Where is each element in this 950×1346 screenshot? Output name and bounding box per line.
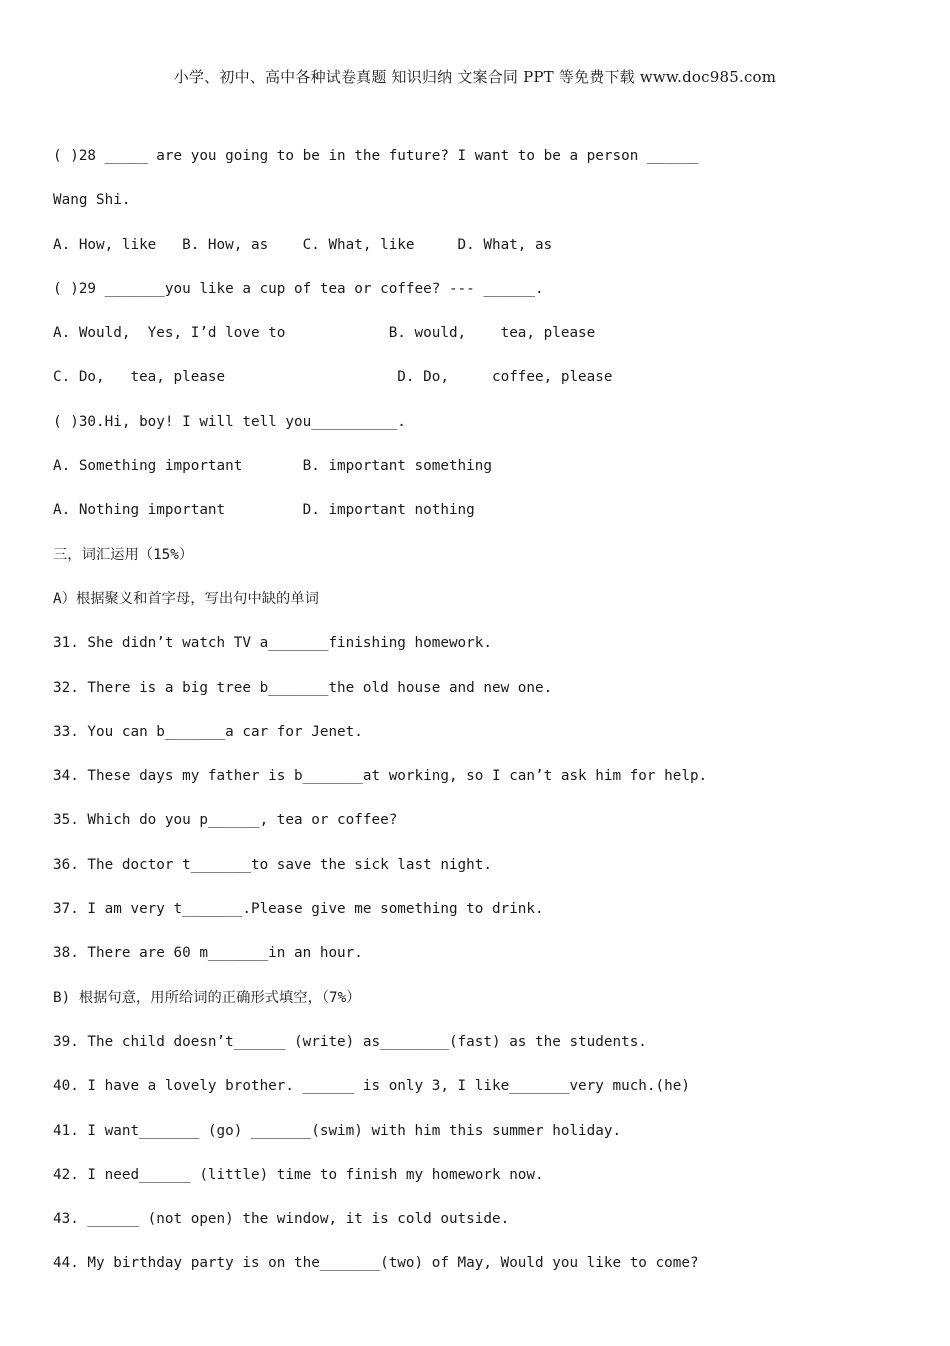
subsection-b-instruction: B) 根据句意，用所给词的正确形式填空，（7%） <box>53 989 361 1006</box>
question-31: 31. She didn’t watch TV a_______finishing homework. <box>53 635 492 652</box>
subsection-a-instruction: A）根据聚义和首字母，写出句中缺的单词 <box>53 590 319 607</box>
question-30-options-ab: A. Something important B. important something <box>53 458 492 475</box>
question-37: 37. I am very t_______.Please give me something to drink. <box>53 901 544 918</box>
question-32: 32. There is a big tree b_______the old house and new one. <box>53 679 553 696</box>
question-29-options-ab: A. Would, Yes, I’d love to B. would, tea, please <box>53 325 596 342</box>
section-heading-vocabulary: 三，词汇运用（15%） <box>53 546 194 563</box>
question-35: 35. Which do you p______, tea or coffee? <box>53 812 398 829</box>
question-28-stem: ( )28 _____ are you going to be in the future? I want to be a person ______ <box>53 148 699 164</box>
question-38: 38. There are 60 m_______in an hour. <box>53 945 363 962</box>
question-43: 43. ______ (not open) the window, it is cold outside. <box>53 1211 510 1228</box>
question-39: 39. The child doesn’t______ (write) as________(fast) as the students. <box>53 1033 647 1050</box>
question-29-options-cd: C. Do, tea, please D. Do, coffee, please <box>53 369 613 386</box>
question-30-stem: ( )30.Hi, boy! I will tell you__________. <box>53 413 406 430</box>
question-29-stem: ( )29 _______you like a cup of tea or coffee? --- ______. <box>53 280 544 297</box>
question-41: 41. I want_______ (go) _______(swim) with him this summer holiday. <box>53 1122 622 1139</box>
question-34: 34. These days my father is b_______at working, so I can’t ask him for help. <box>53 768 708 785</box>
question-30-options-cd: A. Nothing important D. important nothing <box>53 502 475 519</box>
question-28-options: A. How, like B. How, as C. What, like D. What, as <box>53 236 553 253</box>
question-33: 33. You can b_______a car for Jenet. <box>53 723 363 740</box>
question-40: 40. I have a lovely brother. ______ is only 3, I like_______very much.(he) <box>53 1078 690 1095</box>
question-44: 44. My birthday party is on the_______(two) of May, Would you like to come? <box>53 1255 699 1272</box>
page-header: 小学、初中、高中各种试卷真题 知识归纳 文案合同 PPT 等免费下载 www.doc985.com <box>173 68 777 86</box>
question-28-stem-continued: Wang Shi. <box>53 192 131 209</box>
worksheet-content <box>53 144 913 1296</box>
question-36: 36. The doctor t_______to save the sick last night. <box>53 856 492 873</box>
question-42: 42. I need______ (little) time to finish my homework now. <box>53 1166 544 1183</box>
